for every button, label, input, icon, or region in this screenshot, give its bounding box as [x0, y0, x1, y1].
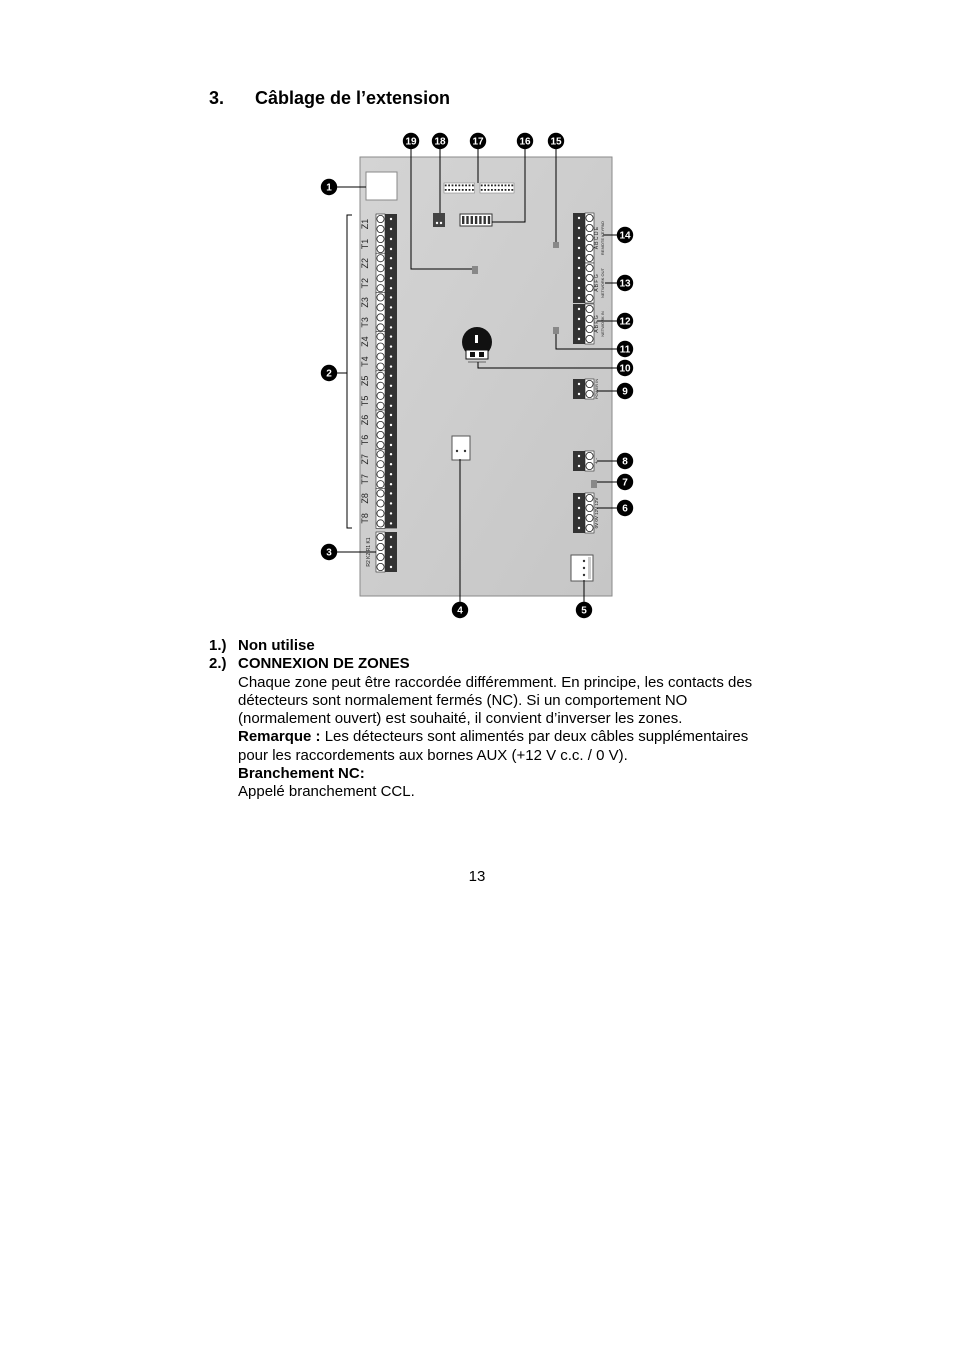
supply-terminal-screw — [586, 504, 593, 511]
dip-cell — [466, 216, 468, 224]
led-7 — [591, 480, 597, 488]
callout-19-label: 19 — [405, 136, 417, 148]
zone-terminal-pin — [390, 483, 392, 485]
zone-terminal-screw — [377, 481, 384, 488]
header-pin — [494, 189, 496, 191]
header-pin — [452, 185, 454, 187]
zone-label: T1 — [360, 238, 370, 250]
header-pin — [501, 185, 503, 187]
remark-label: Remarque : — [238, 728, 321, 746]
zone-terminal-screw — [377, 451, 384, 458]
callout-15-label: 15 — [550, 136, 562, 148]
zone-terminal-screw — [377, 225, 384, 232]
aux-terminal-screw — [377, 543, 384, 550]
remote-keypad-terminal-pin — [578, 247, 580, 249]
zone-terminal-pin — [390, 512, 392, 514]
zone-terminal-screw — [377, 392, 384, 399]
zone-terminal-pin — [390, 502, 392, 504]
network-in-terminal-screw — [586, 325, 593, 332]
header-pin — [481, 189, 483, 191]
network-out-terminal-pin — [578, 267, 580, 269]
zone-terminal-screw — [377, 490, 384, 497]
zone-terminal-pin — [390, 277, 392, 279]
zone-terminal-pin — [390, 434, 392, 436]
zone-label: Z3 — [360, 297, 370, 308]
output-terminal-body — [573, 451, 585, 471]
callout-16-label: 16 — [519, 136, 531, 148]
zone-terminal-pin — [390, 248, 392, 250]
zone-terminal-screw — [377, 215, 384, 222]
supply-terminal-pin — [578, 497, 580, 499]
zone-terminal-pin — [390, 267, 392, 269]
header-pin — [462, 189, 464, 191]
section-number: 3. — [209, 88, 225, 108]
zone-terminal-screw — [377, 363, 384, 370]
supply-label: 0V 0V 12V 12V — [594, 497, 599, 529]
zone-terminal-pin — [390, 463, 392, 465]
zone-terminal-pin — [390, 395, 392, 397]
header-pin — [511, 189, 513, 191]
connector-4 — [452, 436, 470, 460]
network-in-terminal-screw — [586, 315, 593, 322]
header-pin — [448, 185, 450, 187]
supply-terminal-screw — [586, 524, 593, 531]
header-pin — [488, 189, 490, 191]
zone-label: T5 — [360, 395, 370, 407]
zone-terminal-pin — [390, 375, 392, 377]
zone-label: Z6 — [360, 414, 370, 426]
list-item-1 — [209, 637, 754, 655]
header-pin — [498, 189, 500, 191]
zone-terminal-screw — [377, 275, 384, 282]
section-title: Câblage de l’extension — [255, 88, 451, 108]
network-out-label: NETWORK OUT — [600, 268, 605, 298]
zone-terminal-screw — [377, 255, 384, 262]
zone-terminal-screw — [377, 382, 384, 389]
network-out-letters: A B F G — [594, 274, 600, 292]
zone-terminal-screw — [377, 431, 384, 438]
remote-keypad-terminal-pin — [578, 237, 580, 239]
header-pin — [508, 185, 510, 187]
power-in-terminal-body — [573, 379, 585, 399]
zone-terminal-screw — [377, 461, 384, 468]
header-pin — [445, 185, 447, 187]
supply-terminal-screw — [586, 494, 593, 501]
callout-6-label: 6 — [622, 503, 628, 515]
network-out-terminal-screw — [586, 264, 593, 271]
header-pin — [491, 189, 493, 191]
zone-terminal-screw — [377, 314, 384, 321]
zone-terminal-pin — [390, 355, 392, 357]
zone-terminal-screw — [377, 402, 384, 409]
header-pin — [511, 185, 513, 187]
zone-terminal-pin — [390, 365, 392, 367]
supply-terminal-screw — [586, 514, 593, 521]
power-in-label: POWER IN — [594, 378, 599, 400]
callout-11-label: 11 — [619, 344, 631, 356]
zones-bracket — [347, 215, 352, 528]
zone-terminal-screw — [377, 343, 384, 350]
aux-label: R2 K2 R1 K1 — [366, 537, 372, 567]
remote-keypad-label: REMOTE KEYPAD — [600, 220, 605, 256]
zone-terminal-pin — [390, 414, 392, 416]
list-label: CONNEXION DE ZONES — [238, 655, 410, 673]
zone-terminal-pin — [390, 316, 392, 318]
aux-terminal-screw — [377, 563, 384, 570]
callout-9-label: 9 — [622, 386, 628, 398]
network-in-terminal-screw — [586, 335, 593, 342]
dip-cell — [475, 216, 477, 224]
zone-terminal-pin — [390, 473, 392, 475]
list-marker: 1.) — [209, 637, 227, 654]
header-pin — [462, 185, 464, 187]
zone-terminal-pin — [390, 385, 392, 387]
network-in-terminal-pin — [578, 338, 580, 340]
zone-label: T8 — [360, 513, 370, 524]
section-heading — [209, 88, 450, 109]
power-in-terminal-screw — [586, 380, 593, 387]
remote-keypad-terminal-pin — [578, 217, 580, 219]
network-out-terminal-screw — [586, 284, 593, 291]
list-item-2 — [209, 655, 754, 673]
remote-keypad-terminal-pin — [578, 257, 580, 259]
callout-7-label: 7 — [622, 477, 628, 489]
remote-keypad-terminal-screw — [586, 224, 593, 231]
zone-label: T3 — [360, 317, 370, 328]
supply-terminal-pin — [578, 507, 580, 509]
zone-terminal-screw — [377, 235, 384, 242]
nc-text: Appelé branchement CCL. — [238, 783, 415, 801]
remote-keypad-terminal-screw — [586, 214, 593, 221]
output-terminal-screw — [586, 462, 593, 469]
zone-terminal-screw — [377, 285, 384, 292]
output-terminal-pin — [578, 455, 580, 457]
callout-12-label: 12 — [619, 316, 631, 328]
header-pin — [505, 189, 507, 191]
wiring-diagram — [300, 125, 640, 625]
page-number: 13 — [468, 868, 486, 885]
header-pin — [465, 189, 467, 191]
header-pin — [505, 185, 507, 187]
network-out-terminal-pin — [578, 277, 580, 279]
led-11 — [553, 327, 559, 334]
zone-terminal-pin — [390, 218, 392, 220]
callout-1-label: 1 — [326, 182, 332, 194]
supply-terminal-pin — [578, 527, 580, 529]
dip-cell — [488, 216, 490, 224]
remote-keypad-terminal-screw — [586, 254, 593, 261]
callout-2-label: 2 — [326, 368, 332, 380]
network-in-terminal-screw — [586, 305, 593, 312]
zone-label: T6 — [360, 434, 370, 446]
zone-label: Z8 — [360, 493, 370, 504]
header-pin — [472, 189, 474, 191]
zones-intro-paragraph: Chaque zone peut être raccordée différemment. En principe, les contacts des détecteurs sont normalement fermés (NC). Si un comportement NO (normalement ouvert) est souhaité, il convient d’inverser les zones. — [238, 673, 753, 728]
network-out-terminal-pin — [578, 297, 580, 299]
power-in-terminal-pin — [578, 383, 580, 385]
zone-terminal-screw — [377, 353, 384, 360]
remark-paragraph — [238, 728, 754, 765]
aux-terminal-pin — [390, 546, 392, 548]
list-marker: 2.) — [209, 655, 227, 673]
network-in-terminal-pin — [578, 318, 580, 320]
header-pin — [491, 185, 493, 187]
zone-label: Z2 — [360, 257, 370, 269]
header-pin — [488, 185, 490, 187]
remote-keypad-terminal-screw — [586, 244, 593, 251]
zone-label: Z1 — [360, 218, 370, 230]
zone-label: Z7 — [360, 453, 370, 465]
remark-text: Les détecteurs sont alimentés par deux câbles supplémentaires pour les raccordements aux bornes AUX (+12 V c.c. / 0 V). — [238, 728, 749, 764]
zone-terminal-pin — [390, 326, 392, 328]
header-pin — [455, 189, 457, 191]
zone-terminal-pin — [390, 306, 392, 308]
zone-terminal-screw — [377, 510, 384, 517]
header-pin — [445, 189, 447, 191]
zone-terminal-pin — [390, 405, 392, 407]
remote-keypad-terminal-pin — [578, 227, 580, 229]
zone-terminal-screw — [377, 333, 384, 340]
output-terminal-pin — [578, 465, 580, 467]
header-pin — [469, 185, 471, 187]
callout-4-label: 4 — [457, 605, 463, 617]
header-pin — [484, 189, 486, 191]
callout-13-label: 13 — [619, 278, 631, 290]
led-19 — [472, 266, 478, 274]
zone-terminal-screw — [377, 372, 384, 379]
zone-terminal-pin — [390, 257, 392, 259]
callout-3-label: 3 — [326, 547, 332, 559]
led-15 — [553, 242, 559, 248]
zone-terminal-pin — [390, 238, 392, 240]
zone-terminal-pin — [390, 335, 392, 337]
zone-terminal-screw — [377, 520, 384, 527]
zone-terminal-pin — [390, 444, 392, 446]
zone-terminal-pin — [390, 492, 392, 494]
zone-terminal-pin — [390, 228, 392, 230]
zone-terminal-pin — [390, 287, 392, 289]
zone-terminal-screw — [377, 471, 384, 478]
callout-14-label: 14 — [619, 230, 631, 242]
header-pin — [501, 189, 503, 191]
header-pin — [472, 185, 474, 187]
header-pin — [458, 185, 460, 187]
power-in-terminal-pin — [578, 393, 580, 395]
remote-keypad-letters: A B C D E — [594, 226, 600, 250]
output-terminal-screw — [586, 452, 593, 459]
callout-18-label: 18 — [434, 136, 446, 148]
zone-label: T2 — [360, 277, 370, 289]
callout-8-label: 8 — [622, 456, 628, 468]
network-in-label: NETWORK IN — [600, 311, 605, 337]
zone-terminal-screw — [377, 500, 384, 507]
aux-terminal-pin — [390, 536, 392, 538]
zone-terminal-pin — [390, 296, 392, 298]
aux-terminal-screw — [377, 533, 384, 540]
zone-terminal-screw — [377, 411, 384, 418]
header-pin — [452, 189, 454, 191]
network-out-terminal-screw — [586, 294, 593, 301]
dip-cell — [484, 216, 486, 224]
header-pin — [481, 185, 483, 187]
header-pin — [458, 189, 460, 191]
output-label: + - — [594, 458, 600, 464]
zone-terminal-pin — [390, 424, 392, 426]
aux-terminal-screw — [377, 553, 384, 560]
zone-terminal-screw — [377, 294, 384, 301]
zone-label: T4 — [360, 356, 370, 367]
nc-heading: Branchement NC: — [238, 765, 365, 783]
network-in-letters: A B F G — [594, 315, 600, 333]
supply-terminal-pin — [578, 517, 580, 519]
network-out-terminal-pin — [578, 287, 580, 289]
zone-terminal-pin — [390, 522, 392, 524]
callout-17-label: 17 — [472, 136, 484, 148]
list-label: Non utilise — [238, 637, 315, 654]
header-pin — [484, 185, 486, 187]
header-pin — [469, 189, 471, 191]
header-pin — [498, 185, 500, 187]
dip-cell — [479, 216, 481, 224]
callout-5-label: 5 — [581, 605, 587, 617]
header-pin — [448, 189, 450, 191]
network-out-terminal-screw — [586, 274, 593, 281]
zone-terminal-screw — [377, 441, 384, 448]
header-pin — [455, 185, 457, 187]
zone-terminal-screw — [377, 265, 384, 272]
remote-keypad-terminal-screw — [586, 234, 593, 241]
network-in-terminal-pin — [578, 328, 580, 330]
header-pin — [508, 189, 510, 191]
zone-label: T7 — [360, 473, 370, 485]
header-pin — [465, 185, 467, 187]
callout-10-label: 10 — [619, 363, 631, 375]
aux-terminal-pin — [390, 556, 392, 558]
aux-terminal-pin — [390, 566, 392, 568]
network-in-terminal-pin — [578, 308, 580, 310]
jumper-connector — [433, 213, 445, 227]
power-in-terminal-screw — [586, 390, 593, 397]
header-pin — [494, 185, 496, 187]
unused-block — [366, 172, 397, 200]
zone-terminal-pin — [390, 345, 392, 347]
dip-cell — [462, 216, 464, 224]
body-text — [209, 637, 754, 802]
zone-terminal-screw — [377, 324, 384, 331]
zone-terminal-screw — [377, 304, 384, 311]
zone-label: Z4 — [360, 336, 370, 347]
zone-terminal-screw — [377, 421, 384, 428]
zone-terminal-pin — [390, 453, 392, 455]
zone-terminal-screw — [377, 245, 384, 252]
zone-label: Z5 — [360, 375, 370, 387]
dip-cell — [471, 216, 473, 224]
